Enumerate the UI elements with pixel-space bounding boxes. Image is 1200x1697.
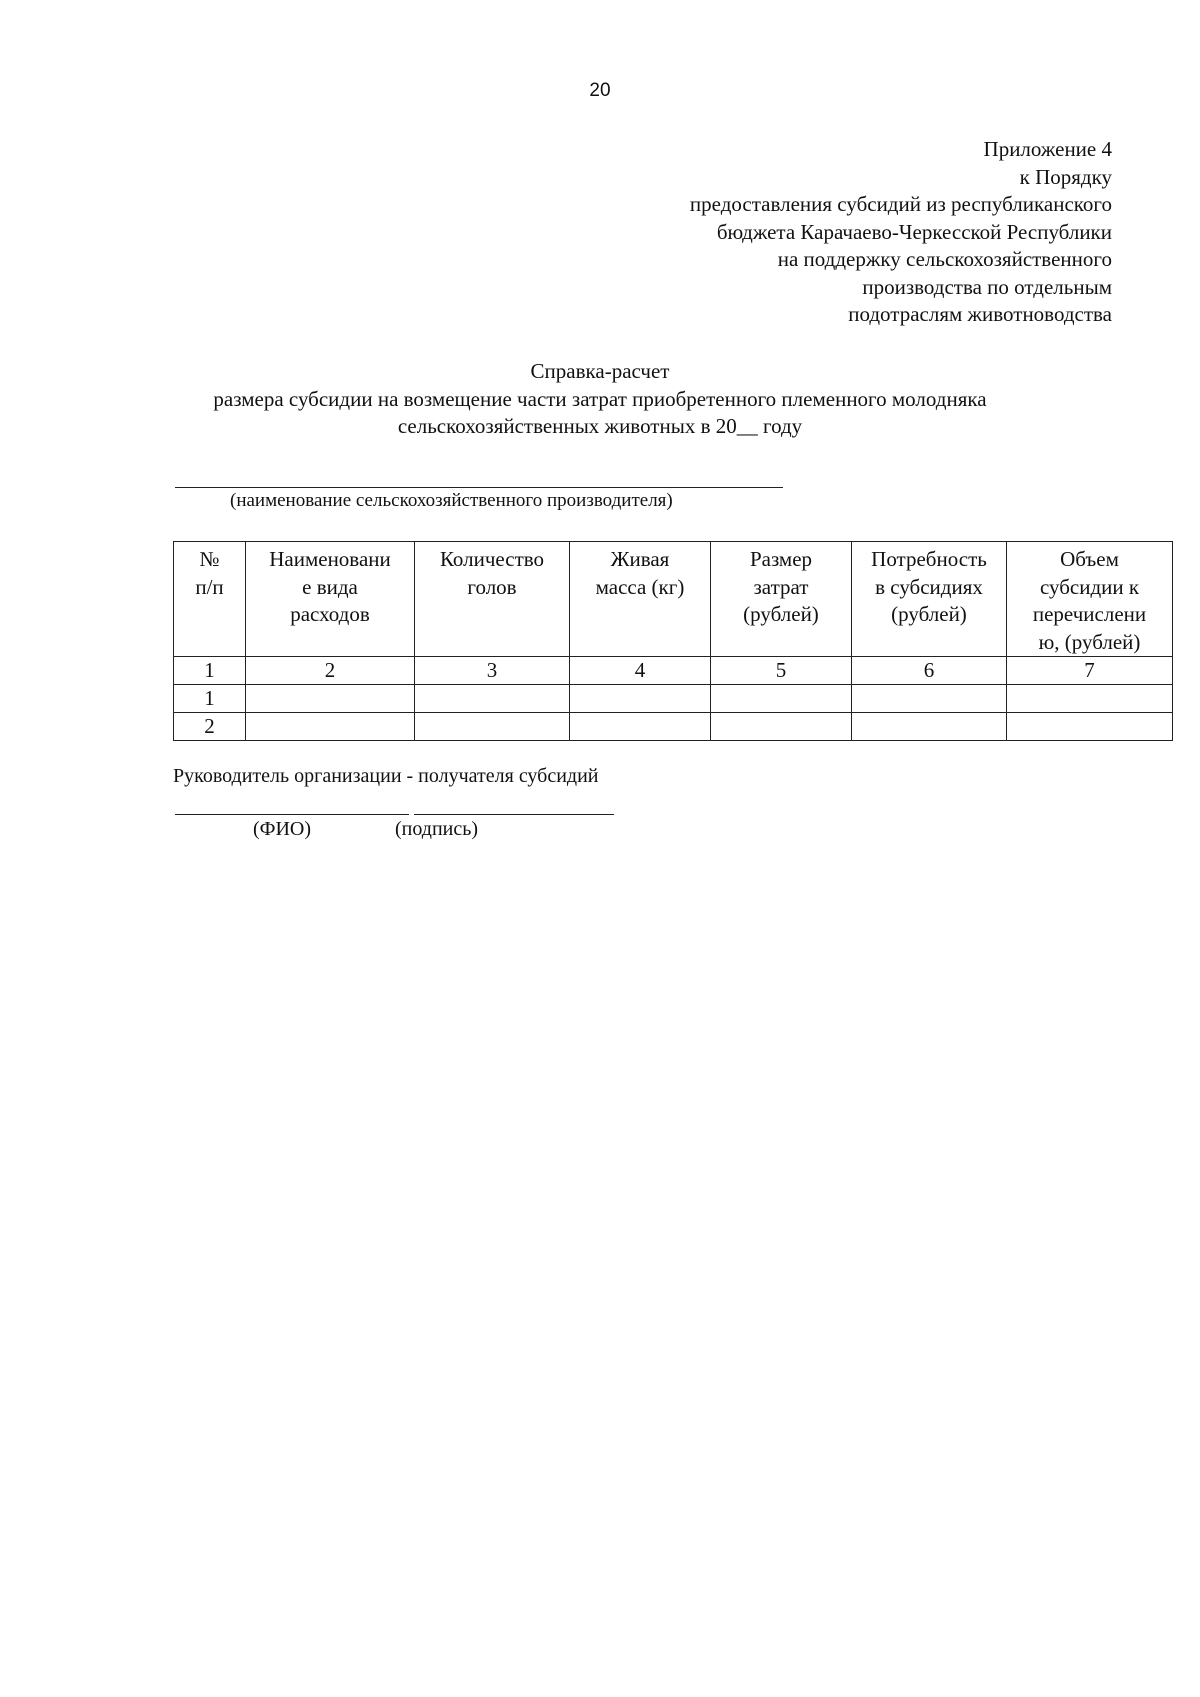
column-number-cell: 3 [415, 657, 570, 685]
table-cell[interactable] [246, 713, 415, 741]
appendix-line: Приложение 4 [983, 137, 1112, 161]
page-number: 20 [589, 80, 611, 101]
table-cell[interactable] [570, 685, 711, 713]
table-row [174, 685, 1173, 713]
appendix-line: производства по отдельным [862, 274, 1112, 299]
header-cell-subsidy-need: Потребность в субсидиях (рублей) [852, 542, 1007, 657]
appendix-block [552, 136, 1112, 329]
table-cell[interactable] [1007, 685, 1173, 713]
table-row [174, 713, 1173, 741]
appendix-line: на поддержку сельскохозяйственного [777, 247, 1112, 271]
column-number-cell: 6 [852, 657, 1007, 685]
table-cell[interactable] [852, 685, 1007, 713]
title-line: Справка-расчет [530, 359, 670, 383]
header-cell-expense-name: Наименовани е вида расходов [246, 542, 415, 657]
fio-label: (ФИО) [253, 818, 312, 840]
producer-caption: (наименование сельскохозяйственного производителя) [230, 490, 673, 511]
column-number-row [174, 657, 1173, 685]
header-cell-live-weight: Живая масса (кг) [570, 542, 711, 657]
appendix-line: подотраслям животноводства [848, 302, 1112, 326]
table-header-row [174, 542, 1173, 657]
title-line: размера субсидии на возмещение части затрат приобретенного племенного молодняка [213, 386, 987, 411]
header-cell-head-count: Количество голов [415, 542, 570, 657]
document-title [0, 358, 1200, 441]
table-cell[interactable] [415, 685, 570, 713]
header-cell-subsidy-amount: Объем субсидии к перечислени ю, (рублей) [1007, 542, 1173, 657]
table-cell[interactable] [415, 713, 570, 741]
appendix-line: предоставления субсидий из республиканского [689, 192, 1112, 216]
signature-line [414, 814, 614, 815]
table-cell[interactable] [246, 685, 415, 713]
signature-caption: Руководитель организации - получателя субсидий [173, 765, 599, 787]
appendix-line: к Порядку [1019, 164, 1112, 189]
fio-line [175, 814, 409, 815]
table-cell[interactable] [852, 713, 1007, 741]
table-cell: 2 [174, 713, 246, 741]
column-number-cell: 7 [1007, 657, 1173, 685]
signature-label: (подпись) [395, 818, 479, 840]
header-cell-cost-size: Размер затрат (рублей) [711, 542, 852, 657]
calculation-table [173, 541, 1173, 741]
appendix-line: бюджета Карачаево-Черкесской Республики [716, 219, 1112, 244]
table-cell[interactable] [570, 713, 711, 741]
table-cell[interactable] [711, 713, 852, 741]
producer-name-line [175, 487, 783, 488]
title-line: сельскохозяйственных животных в 20__ году [397, 414, 803, 438]
table-cell: 1 [174, 685, 246, 713]
column-number-cell: 5 [711, 657, 852, 685]
header-cell-number: № п/п [174, 542, 246, 657]
table-cell[interactable] [711, 685, 852, 713]
column-number-cell: 1 [174, 657, 246, 685]
column-number-cell: 4 [570, 657, 711, 685]
table-cell[interactable] [1007, 713, 1173, 741]
column-number-cell: 2 [246, 657, 415, 685]
